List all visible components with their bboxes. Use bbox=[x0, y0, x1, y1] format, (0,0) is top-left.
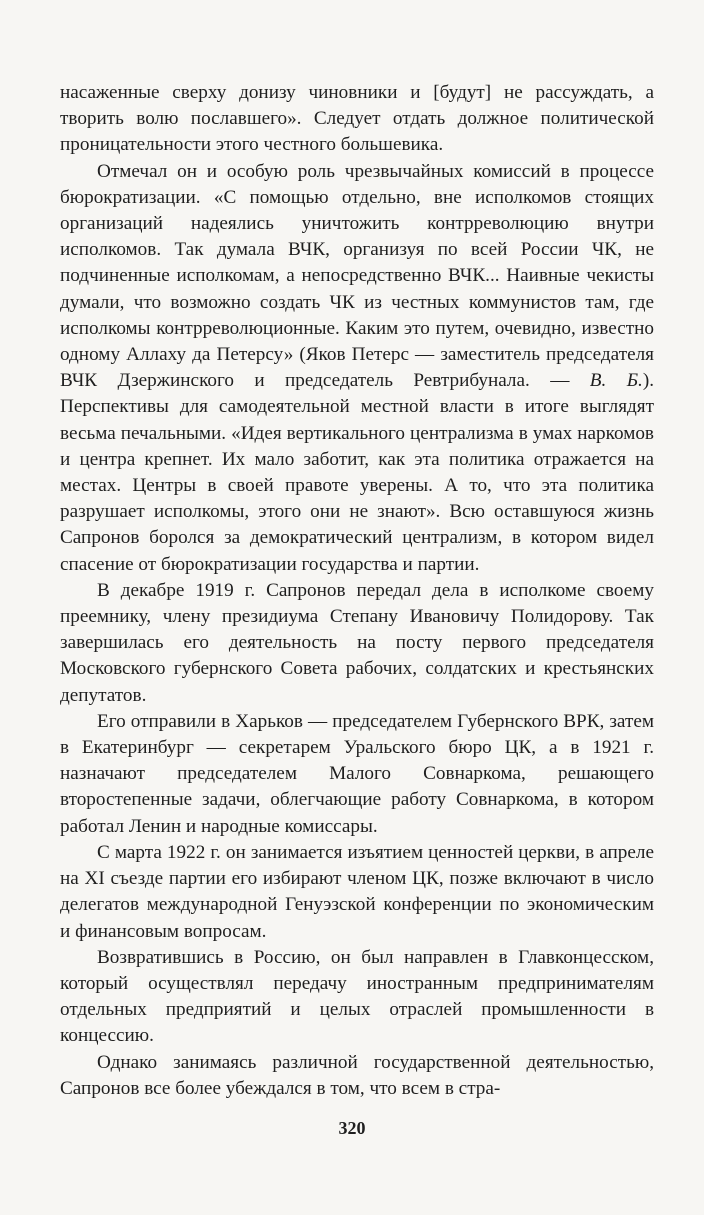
paragraph-2 bbox=[60, 159, 654, 578]
paragraph-2-text: Отмечал он и особую роль чрезвычайных комиссий в процессе бюрократизации. «С помощью отдельно, вне исполкомов стоящих организаций надеялись уничтожить контрреволюцию внутри исполкомов. Так думала ВЧК, организуя по всей России ЧК, не подчиненные исполкомам, а непосредственно ВЧК... Наивные чекисты думали, что возможно создать ЧК из честных коммунистов там, где исполкомы контрреволюционные. Каким это путем, очевидно, известно одному Аллаху да Петерсу» (Яков Петерс — заместитель председателя ВЧК Дзержинского и председатель Ревтрибунала. — bbox=[60, 160, 654, 392]
paragraph-2-text-after: ). Перспективы для самодеятельной местной власти в итоге выглядят весьма печальными. «Идея вертикального централизма в умах наркомов и центра крепнет. Их мало заботит, как эта политика отражается на местах. Центры в своей правоте уверены. А то, что эта политика разрушает исполкомы, этого они не знают». Всю оставшуюся жизнь Сапронов боролся за демократический централизм, в котором видел спасение от бюрократизации государства и партии. bbox=[60, 370, 654, 575]
paragraph-1: насаженные сверху донизу чиновники и [будут] не рассуждать, а творить волю пославшего». Следует отдать должное политической проницательности этого честного большевика. bbox=[60, 82, 654, 156]
paragraph-3: В декабре 1919 г. Сапронов передал дела в исполкоме своему преемнику, члену президиума Степану Ивановичу Полидорову. Так завершилась его деятельность на посту первого председателя Московского губернского Совета рабочих, солдатских и крестьянских депутатов. bbox=[60, 579, 654, 706]
page-number: 320 bbox=[338, 1118, 366, 1138]
paragraph-4: Его отправили в Харьков — председателем Губернского ВРК, затем в Екатеринбург — секретарем Уральского бюро ЦК, а в 1921 г. назначают председателем Малого Совнаркома, решающего второстепенные задачи, облегчающие работу Совнаркома, в котором работал Ленин и народные комиссары. bbox=[60, 710, 654, 837]
paragraph-7: Однако занимаясь различной государственной деятельностью, Сапронов все более убеждался в том, что всем в стра- bbox=[60, 1051, 654, 1099]
paragraph-5: С марта 1922 г. он занимается изъятием ценностей церкви, в апреле на XI съезде партии его избирают членом ЦК, позже включают в число делегатов международной Генуэзской конференции по экономическим и финансовым вопросам. bbox=[60, 841, 654, 942]
author-initials: В. Б. bbox=[589, 370, 643, 392]
paragraph-6: Возвратившись в Россию, он был направлен в Главконцесском, который осуществлял передачу иностранным предпринимателям отдельных предприятий и целых отраслей промышленности в концессию. bbox=[60, 946, 654, 1047]
page-text bbox=[60, 80, 654, 1102]
